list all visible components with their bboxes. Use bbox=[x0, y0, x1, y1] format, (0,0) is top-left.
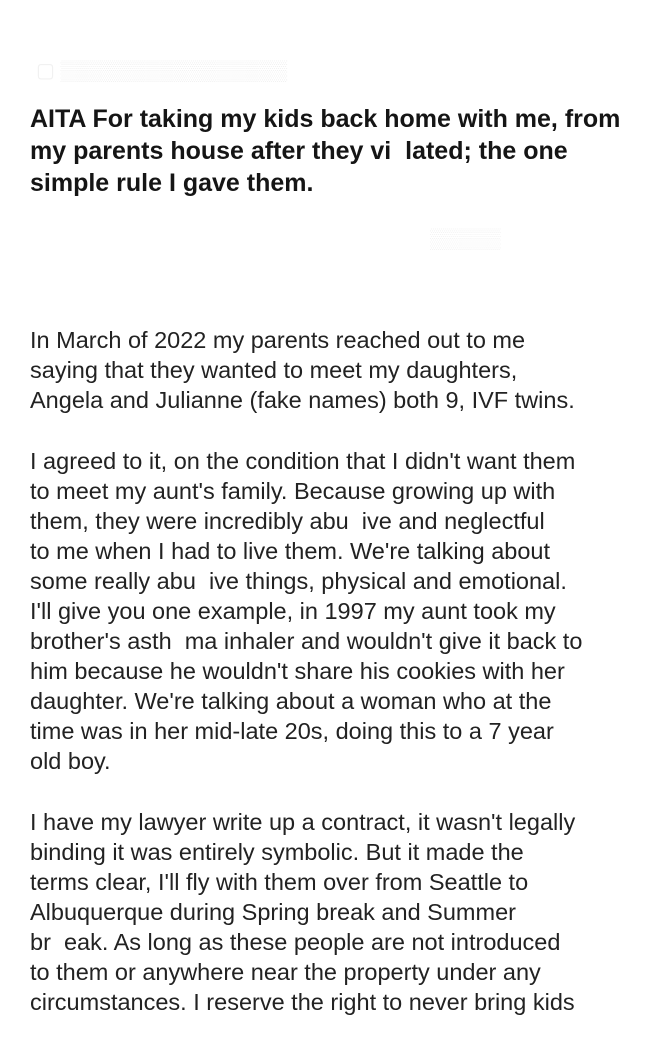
post-body bbox=[30, 325, 660, 1048]
post-paragraph: I have my lawyer write up a contract, it wasn't legally binding it was entirely symbolic. But it made the terms clear, I'll fly with them over from Seattle to Albuquerque during Spring break and Summer br eak. As long as these people are not introduced to them or anywhere near the property under any circumstances. I reserve the right to never bring kids bbox=[30, 809, 576, 1015]
faded-text: ▒▒▒▒▒ bbox=[430, 228, 501, 250]
faded-header-text: ▢ ▒▒▒▒▒▒▒▒▒▒▒▒▒▒▒▒ bbox=[36, 60, 288, 82]
post-paragraph: I agreed to it, on the condition that I didn't want them to meet my aunt's family. Because growing up with them, they were incredibly abu ive and neglectful to me when I had to live them. We're talking about some really abu ive things, physical and emotional. I'll give you one example, in 1997 my aunt took my brother's asth ma inhaler and wouldn't give it back to him because he wouldn't share his cookies with her daughter. We're talking about a woman who at the time was in her mid-late 20s, doing this to a 7 year old boy. bbox=[30, 448, 583, 774]
post-title: AITA For taking my kids back home with me, from my parents house after they vi lated; the one simple rule I gave them. bbox=[30, 105, 621, 197]
post-paragraph: In March of 2022 my parents reached out to me saying that they wanted to meet my daughters, Angela and Julianne (fake names) both 9, IVF twins. bbox=[30, 327, 575, 413]
